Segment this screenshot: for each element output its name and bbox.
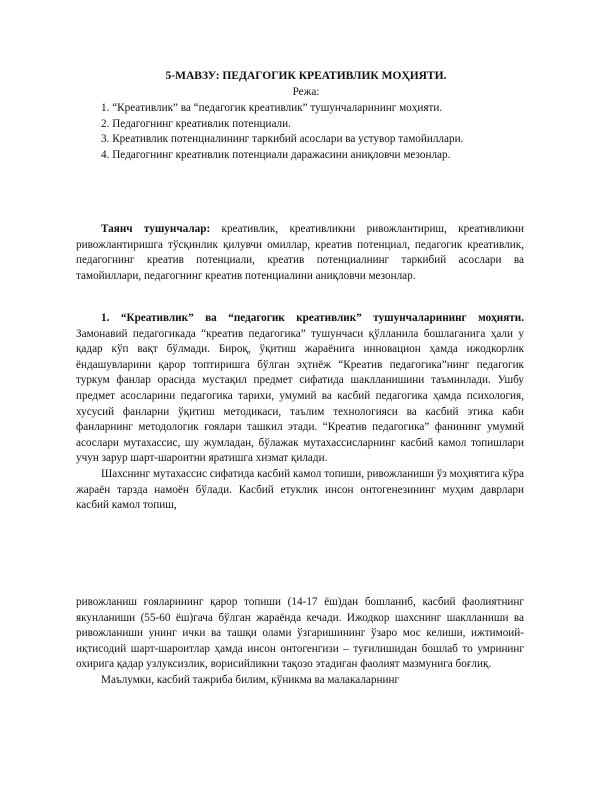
- plan-list: [76, 101, 524, 163]
- key-terms-paragraph: [76, 222, 524, 284]
- continuation-paragraph: ривожланиш ғояларининг қарор топиши (14-17 ёш)дан бошланиб, касбий фаолиятнинг якунланиши (55-60 ёш)гача бўлган жараёнда кечади. Ижодкор шахснинг шаклланиши ва ривожланиши унинг ички ва ташқи олами ўзгаришининг ўзаро мос келиши, ижтимоий-иқтисодий шарт-шароитлар ҳамда инсон онтогенгизи – туғилишидан бошлаб то умрининг охирига қадар узлуксизлик, ворисийликни тақозо этадиган фаолият мазмунига боғлиқ.: [76, 596, 524, 671]
- key-terms-section: [76, 222, 524, 284]
- section-1-paragraph-2: Шахснинг мутахассис сифатида касбий камол топиши, ривожланиши ўз моҳиятига кўра жараён тарзда намоён бўлади. Касбий етуклик инсон онтогенезининг муҳим даврлари касбий камол топиш,: [76, 467, 524, 512]
- section-1-paragraph-1: [76, 311, 524, 467]
- plan-item-2: 2. Педагогнинг креативлик потенциали.: [101, 117, 291, 130]
- section-1: [76, 311, 524, 514]
- continuation-section: [76, 595, 524, 689]
- section-1-heading: 1. “Креативлик” ва “педагогик креативлик” тушунчаларининг моҳияти.: [101, 312, 524, 324]
- key-terms-text: креативлик, креативликни ривожлантириш, креативликни ривожлантиришга тўсқинлик қилувчи омиллар, креатив потенциал, педагогик креативлик, педагогнинг креатив потенциали, креатив потенциалнинг таркибий асослари ва тамойиллари, педагогнинг креатив потенциалини аниқловчи мезонлар.: [76, 223, 524, 282]
- plan-label: Режа:: [292, 86, 320, 98]
- key-terms-label: Таянч тушунчалар:: [101, 223, 211, 235]
- plan-item-3: 3. Креативлик потенциалининг таркибий асослари ва устувор тамойиллари.: [101, 133, 464, 146]
- document-title: 5-МАВЗУ: ПЕДАГОГИК КРЕАТИВЛИК МОҲИЯТИ.: [165, 70, 447, 82]
- plan-item-4: 4. Педагогнинг креативлик потенциали даражасини аниқловчи мезонлар.: [101, 148, 451, 161]
- section-1-text: Замонавий педагогикада “креатив педагогика” тушунчаси қўлланила бошлаганига ҳали у қадар кўп вақт бўлмади. Бироқ, ўқитиш жараёнига инновацион ҳамда ижодкорлик ёндашувларини қарор топтиришга бўлган эҳтиёж “Креатив педагогика”нинг педагогик туркум фанлар орасида мустақил предмет сифатида шаклланишини таъминлади. Ушбу предмет асосларини педагогика тарихи, умумий ва касбий педагогика ҳамда психология, хусусий фанларни ўқитиш методикаси, таълим технологияси ва касбий этика каби фанларнинг методологик ғоялари ташкил этади. “Креатив педагогика” фанининг умумий асослари мутахассис, шу жумладан, бўлажак мутахассисларнинг касбий камол топишлари учун зарур шарт-шароитни яратишга хизмат қилади.: [76, 327, 524, 465]
- paragraph-3-start: Маълумки, касбий тажриба билим, кўникма ва малакаларнинг: [101, 673, 400, 686]
- plan-item-1: 1. “Креативлик” ва “педагогик креативлик” тушунчаларининг моҳияти.: [101, 102, 443, 114]
